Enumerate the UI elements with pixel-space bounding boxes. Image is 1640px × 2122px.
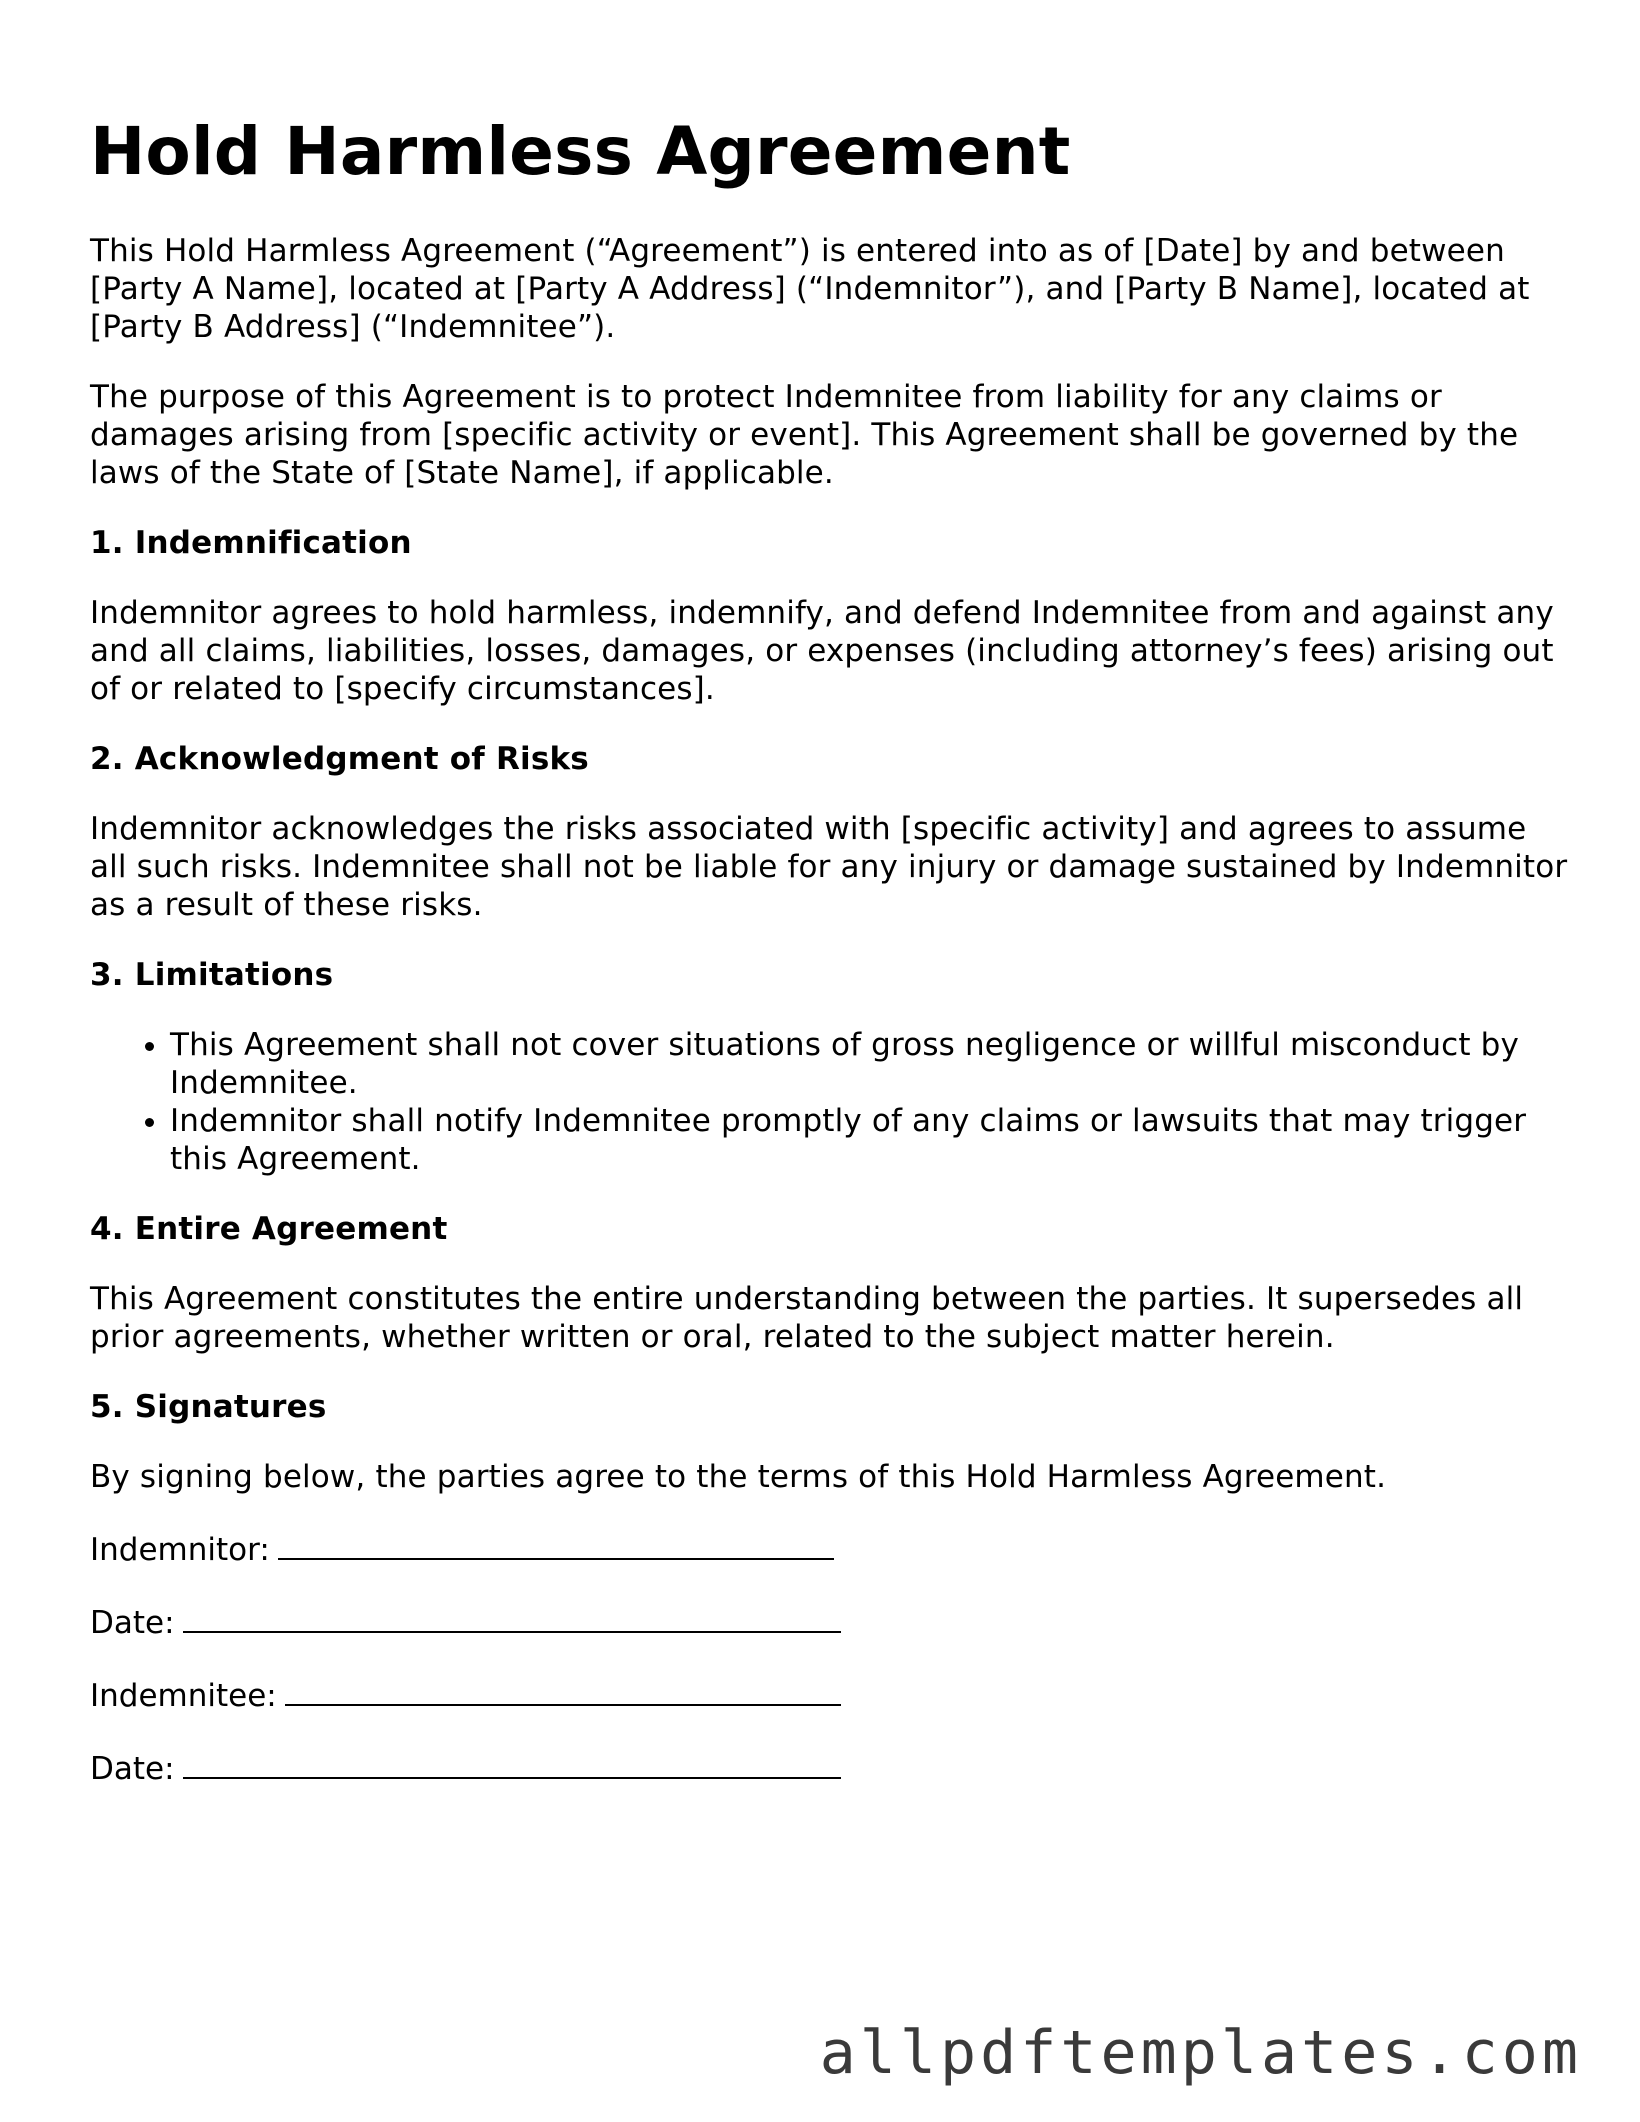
signature-line-indemnitor xyxy=(90,1528,1570,1569)
document-title: Hold Harmless Agreement xyxy=(90,113,1071,190)
section-body-entire-agreement: This Agreement constitutes the entire understanding between the parties. It supersedes all prior agreements, whether written or oral, related to the subject matter herein. xyxy=(90,1281,1524,1355)
section-body-acknowledgment: Indemnitor acknowledges the risks associated with [specific activity] and agrees to assume all such risks. Indemnitee shall not be liable for any injury or damage sustained by Indemnitor as a result of these risks. xyxy=(90,811,1568,923)
signature-label: Indemnitor: xyxy=(90,1532,270,1568)
section-heading-acknowledgment: 2. Acknowledgment of Risks xyxy=(90,741,589,777)
signature-label: Date: xyxy=(90,1605,175,1641)
section-body-signatures: By signing below, the parties agree to the terms of this Hold Harmless Agreement. xyxy=(90,1459,1387,1495)
watermark-text: allpdftemplates.com xyxy=(819,2018,1582,2088)
limitations-list-item: • This Agreement shall not cover situations of gross negligence or willful misconduct by Indemnitee. xyxy=(170,1026,1570,1102)
intro-paragraph-1: This Hold Harmless Agreement (“Agreement”) is entered into as of [Date] by and between [Party A Name], located at [Party A Address] (“Indemnitor”), and [Party B Name], located at [Party B Address] (“Indemnitee”). xyxy=(90,233,1530,345)
limitations-list xyxy=(90,1026,1570,1178)
signature-line-date-2 xyxy=(90,1747,1570,1788)
limitations-list-item: • Indemnitor shall notify Indemnitee promptly of any claims or lawsuits that may trigger this Agreement. xyxy=(170,1102,1570,1178)
section-heading-entire-agreement: 4. Entire Agreement xyxy=(90,1211,448,1247)
signature-blank-field[interactable] xyxy=(183,1747,841,1779)
signature-blank-field[interactable] xyxy=(285,1674,841,1706)
signature-label: Indemnitee: xyxy=(90,1678,277,1714)
section-heading-indemnification: 1. Indemnification xyxy=(90,525,412,561)
signature-line-date-1 xyxy=(90,1601,1570,1642)
signature-label: Date: xyxy=(90,1751,175,1787)
section-body-indemnification: Indemnitor agrees to hold harmless, indemnify, and defend Indemnitee from and against any and all claims, liabilities, losses, damages, or expenses (including attorney’s fees) arising out of or related to [specify circumstances]. xyxy=(90,595,1554,707)
section-heading-signatures: 5. Signatures xyxy=(90,1389,327,1425)
section-heading-limitations: 3. Limitations xyxy=(90,957,334,993)
signature-blank-field[interactable] xyxy=(278,1528,834,1560)
intro-paragraph-2: The purpose of this Agreement is to protect Indemnitee from liability for any claims or damages arising from [specific activity or event]. This Agreement shall be governed by the laws of the State of [State Name], if applicable. xyxy=(90,379,1519,491)
signature-blank-field[interactable] xyxy=(183,1601,841,1633)
document-page xyxy=(90,112,1570,1820)
signature-line-indemnitee xyxy=(90,1674,1570,1715)
